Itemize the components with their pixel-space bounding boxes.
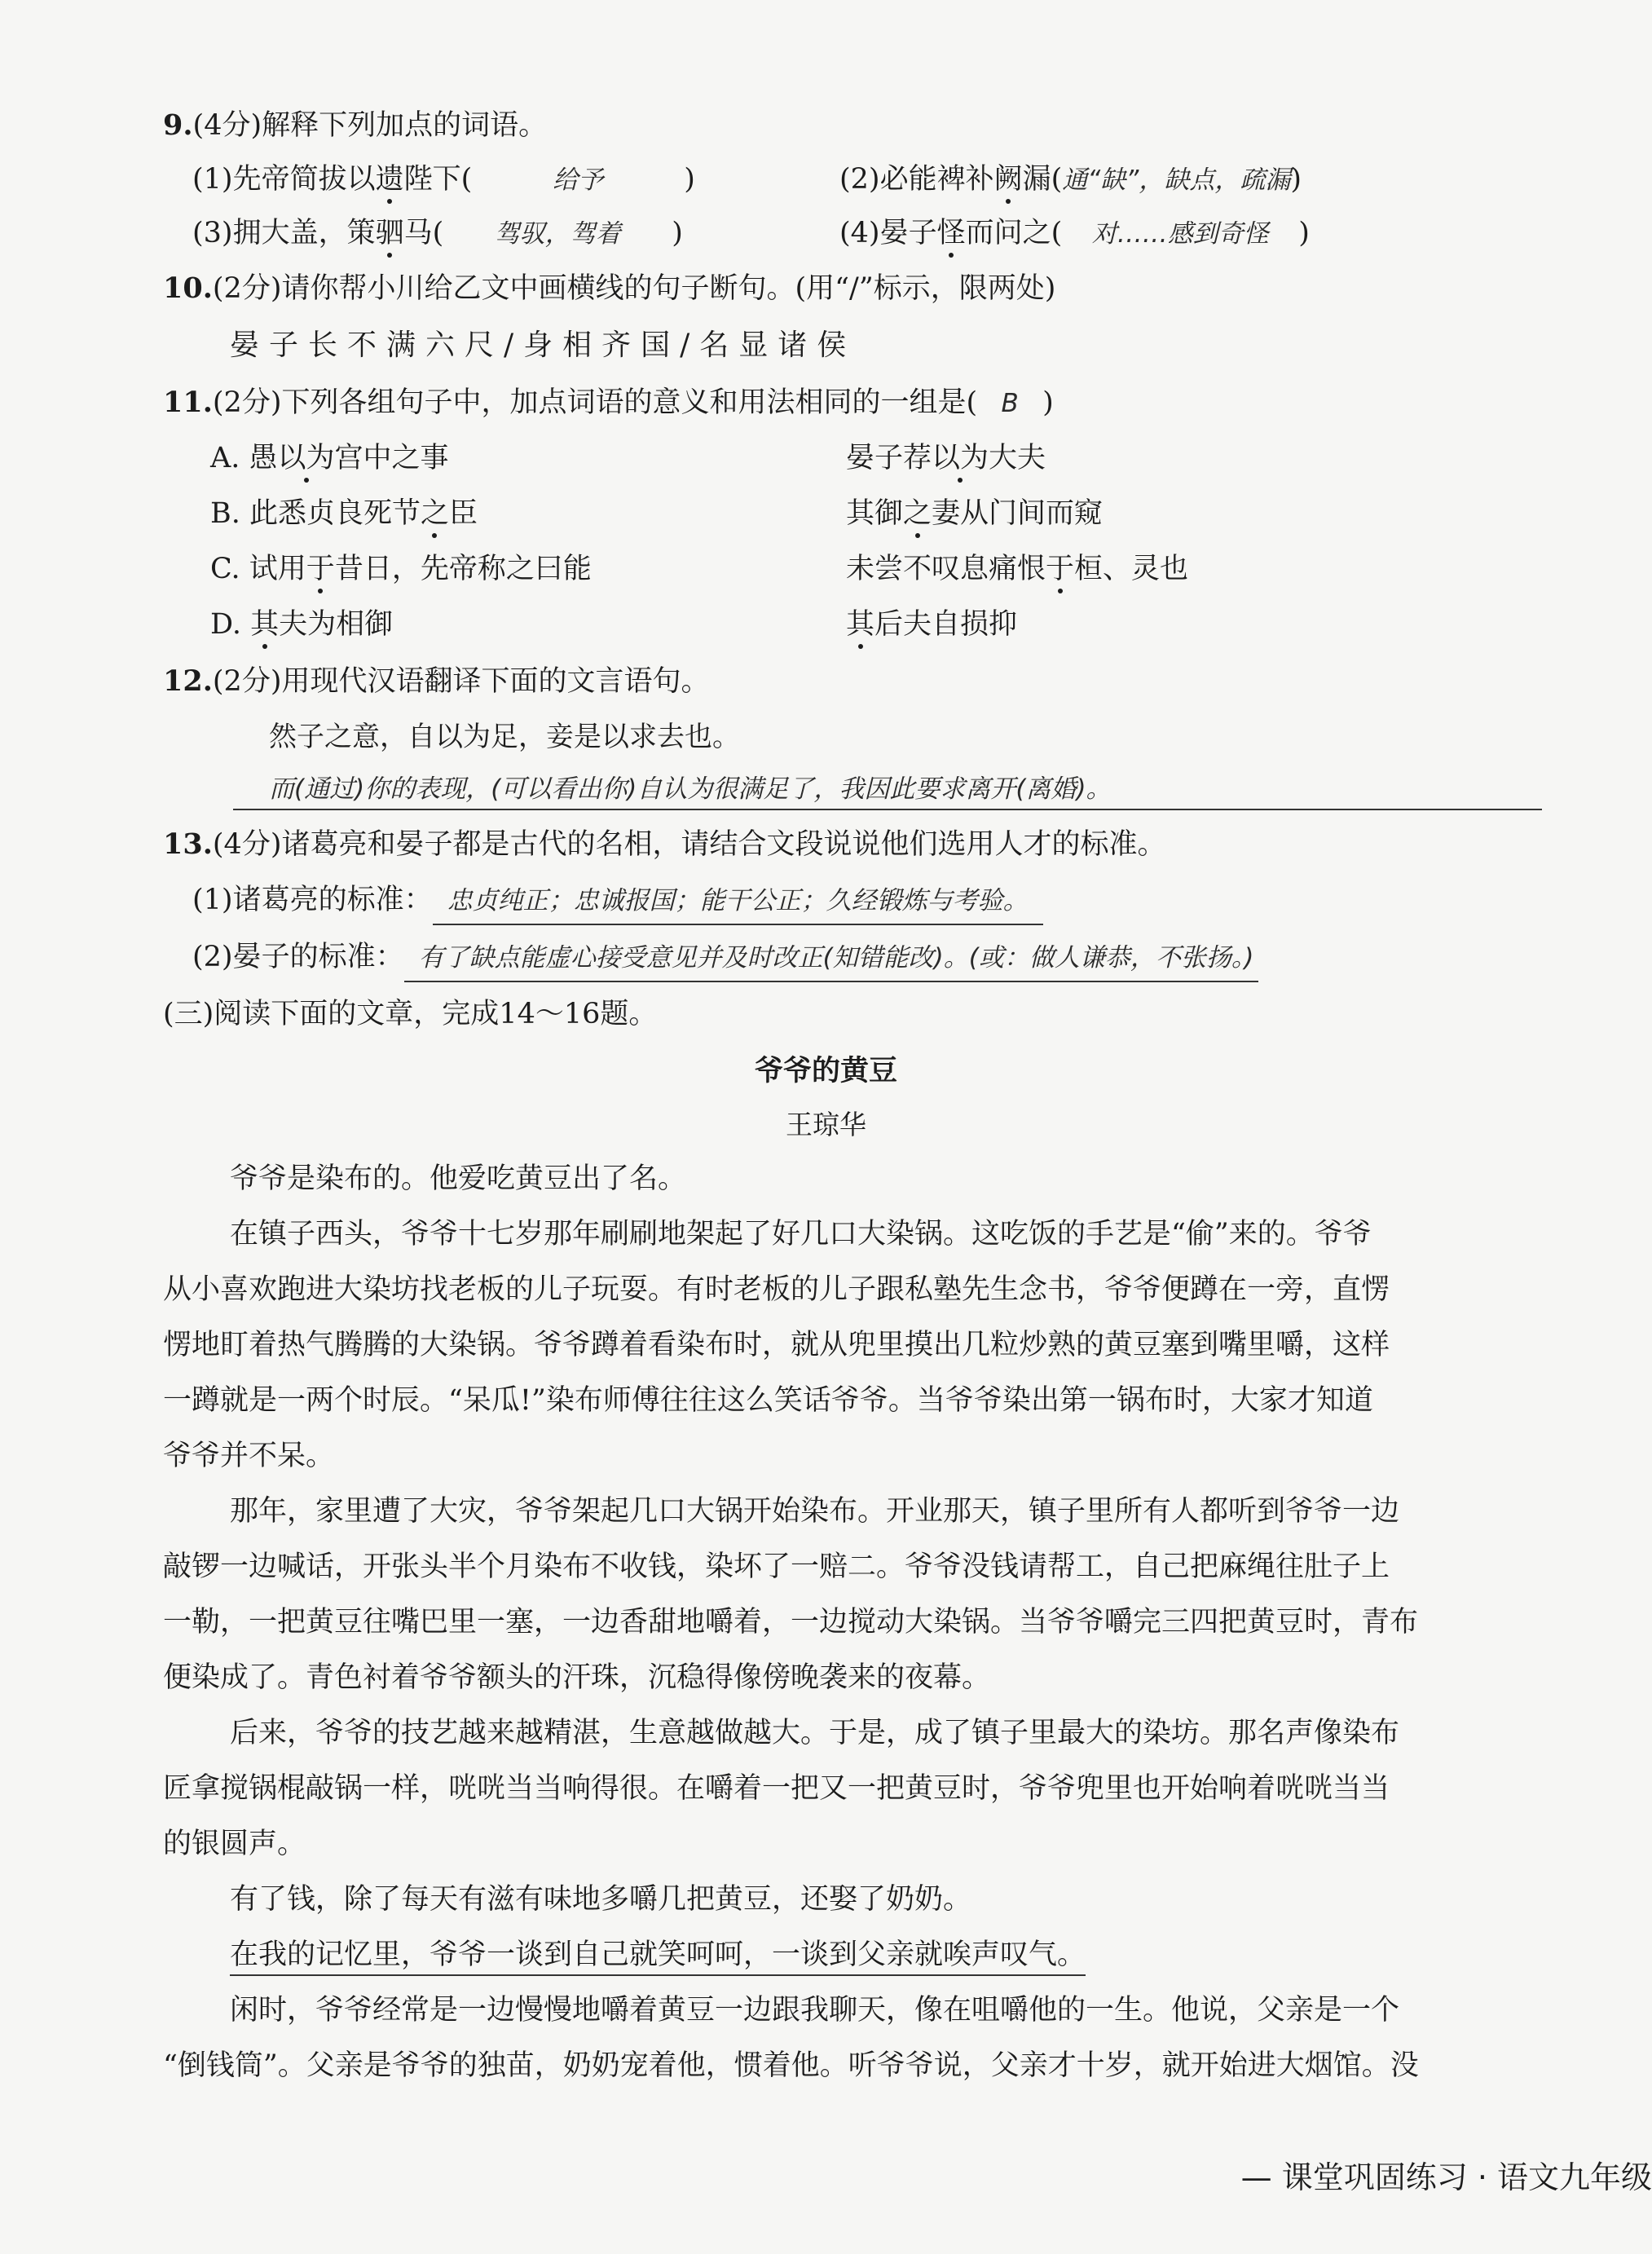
- q11-text: (2分)下列各组句子中，加点词语的意义和用法相同的一组是(: [212, 386, 978, 419]
- q13-answer-2: 有了缺点能虚心接受意见并及时改正(知错能改)。(或：做人谦恭，不张扬。): [404, 938, 1259, 982]
- q10-answer: 晏子长不满六尺/身相齐国/名显诸侯: [230, 329, 857, 362]
- q9-heading: [163, 106, 547, 145]
- q11-option-a-right: 晏子荐以为大夫: [846, 439, 1046, 478]
- answer-line: [233, 809, 1542, 810]
- q11-option-b-right: 其御之妻从门间而窥: [846, 494, 1103, 533]
- article-line: 后来，爷爷的技艺越来越精湛，生意越做越大。于是，成了镇子里最大的染坊。那名声像染布: [230, 1717, 1400, 1749]
- q12-heading: [163, 662, 710, 701]
- q11-option-a-left: A. 愚以为宫中之事: [210, 439, 449, 478]
- q9-item-3: (3)拥大盖，策驷马( 驾驭，驾着 ): [192, 214, 683, 254]
- q11-option-c-right: 未尝不叹息痛恨于桓、灵也: [846, 549, 1188, 589]
- q9-item-4: (4)晏子怪而问之( 对……感到奇怪 ): [839, 214, 1310, 254]
- q12-answer: 而(通过)你的表现，(可以看出你)自认为很满足了，我因此要求离开(离婚)。: [269, 774, 1112, 804]
- q13-number: 13.: [163, 827, 213, 861]
- article-line: “倒钱筒”。父亲是爷爷的独苗，奶奶宠着他，惯着他。听爷爷说，父亲才十岁，就开始进大烟馆。没: [163, 2049, 1419, 2082]
- article-line: 在镇子西头，爷爷十七岁那年刷刷地架起了好几口大染锅。这吃饭的手艺是“偷”来的。爷爷: [230, 1218, 1372, 1251]
- q10-heading: [163, 269, 1055, 308]
- article-line: 那年，家里遭了大灾，爷爷架起几口大锅开始染布。开业那天，镇子里所有人都听到爷爷一边: [230, 1495, 1400, 1528]
- article-line: 有了钱，除了每天有滋有味地多嚼几把黄豆，还娶了奶奶。: [230, 1883, 972, 1916]
- dotted-word: 以为: [278, 439, 335, 478]
- q13-answer-1: 忠贞纯正；忠诚报国；能干公正；久经锻炼与考验。: [433, 881, 1043, 925]
- dotted-word: 于: [1046, 549, 1074, 589]
- q12-number: 12.: [163, 664, 213, 698]
- q13-text: (4分)诸葛亮和晏子都是古代的名相，请结合文段说说他们选用人才的标准。: [212, 828, 1166, 861]
- page-footer: — 课堂巩固练习 · 语文九年级: [1240, 2159, 1652, 2195]
- q13-item-2: (2)晏子的标准： 有了缺点能虚心接受意见并及时改正(知错能改)。(或：做人谦恭，不张扬。): [192, 937, 1258, 982]
- q9-number: 9.: [163, 108, 193, 142]
- q10-number: 10.: [163, 271, 213, 305]
- dotted-word: 之: [903, 494, 932, 533]
- dotted-word: 以为: [932, 439, 989, 478]
- q11-answer: B: [1001, 389, 1019, 418]
- q11-heading: 11.(2分)下列各组句子中，加点词语的意义和用法相同的一组是( B ): [163, 383, 1054, 423]
- article-line: 闲时，爷爷经常是一边慢慢地嚼着黄豆一边跟我聊天，像在咀嚼他的一生。他说，父亲是一个: [230, 1994, 1400, 2027]
- q11-option-d-left: D. 其夫为相御: [210, 605, 393, 644]
- dotted-word: 其: [250, 605, 279, 644]
- dotted-word: 遗: [376, 160, 404, 199]
- q11-option-c-left: C. 试用于昔日，先帝称之曰能: [210, 549, 592, 589]
- article-line: 敲锣一边喊话，开张头半个月染布不收钱，染坏了一赔二。爷爷没钱请帮工，自己把麻绳往肚子上: [163, 1550, 1390, 1583]
- dotted-word: 怪: [937, 214, 966, 253]
- q12-text: (2分)用现代汉语翻译下面的文言语句。: [212, 665, 710, 698]
- dotted-word: 之: [421, 494, 449, 533]
- article-line: 从小喜欢跑进大染坊找老板的儿子玩耍。有时老板的儿子跟私塾先生念书，爷爷便蹲在一旁，直愣: [163, 1273, 1390, 1306]
- q9-item-2: (2)必能裨补阙漏(通“缺”，缺点，疏漏): [839, 160, 1302, 200]
- article-line: 爷爷是染布的。他爱吃黄豆出了名。: [230, 1162, 687, 1195]
- q9-answer-3: 驾驭，驾着: [494, 219, 621, 249]
- q11-number: 11.: [163, 386, 213, 419]
- article-line: 一蹲就是一两个时辰。“呆瓜!”染布师傅往往这么笑话爷爷。当爷爷染出第一锅布时，大家才知道: [163, 1384, 1373, 1417]
- q9-answer-4: 对……感到奇怪: [1091, 219, 1269, 249]
- q9-item-1: (1)先帝简拔以遗陛下( 给予 ): [192, 160, 695, 200]
- article-underlined-sentence: 在我的记忆里，爷爷一谈到自己就笑呵呵，一谈到父亲就唉声叹气。: [230, 1935, 1086, 1974]
- q9-text: (4分)解释下列加点的词语。: [192, 109, 548, 142]
- article-title: 爷爷的黄豆: [754, 1055, 897, 1087]
- q9-answer-2: 通“缺”，缺点，疏漏: [1062, 165, 1291, 195]
- article-line: 匠拿搅锅棍敲锅一样，咣咣当当响得很。在嚼着一把又一把黄豆时，爷爷兜里也开始响着咣咣当当: [163, 1772, 1390, 1805]
- q10-text: (2分)请你帮小川给乙文中画横线的句子断句。(用“/”标示，限两处): [212, 272, 1056, 305]
- dotted-word: 其: [846, 605, 874, 644]
- q9-answer-1: 给予: [553, 165, 604, 195]
- section-3-heading: (三)阅读下面的文章，完成14～16题。: [163, 998, 658, 1030]
- q13-item-1: (1)诸葛亮的标准： 忠贞纯正；忠诚报国；能干公正；久经锻炼与考验。: [192, 880, 1043, 925]
- article-line: 的银圆声。: [163, 1828, 306, 1860]
- q13-heading: [163, 825, 1166, 864]
- dotted-word: 驷: [376, 214, 404, 253]
- article-line: 爷爷并不呆。: [163, 1440, 335, 1472]
- q12-source-sentence: 然子之意，自以为足，妾是以求去也。: [269, 721, 740, 753]
- dotted-word: 于: [306, 549, 335, 589]
- dotted-word: 阙: [994, 160, 1023, 199]
- article-line: 一勒，一把黄豆往嘴巴里一塞，一边香甜地嚼着，一边搅动大染锅。当爷爷嚼完三四把黄豆时，青布: [163, 1606, 1419, 1639]
- q11-option-b-left: B. 此悉贞良死节之臣: [210, 494, 478, 533]
- article-line: 便染成了。青色衬着爷爷额头的汗珠，沉稳得像傍晚袭来的夜幕。: [163, 1661, 991, 1694]
- article-author: 王琼华: [786, 1109, 866, 1140]
- q11-option-d-right: 其后夫自损抑: [846, 605, 1017, 644]
- article-line: 愣地盯着热气腾腾的大染锅。爷爷蹲着看染布时，就从兜里摸出几粒炒熟的黄豆塞到嘴里嚼，这样: [163, 1329, 1390, 1361]
